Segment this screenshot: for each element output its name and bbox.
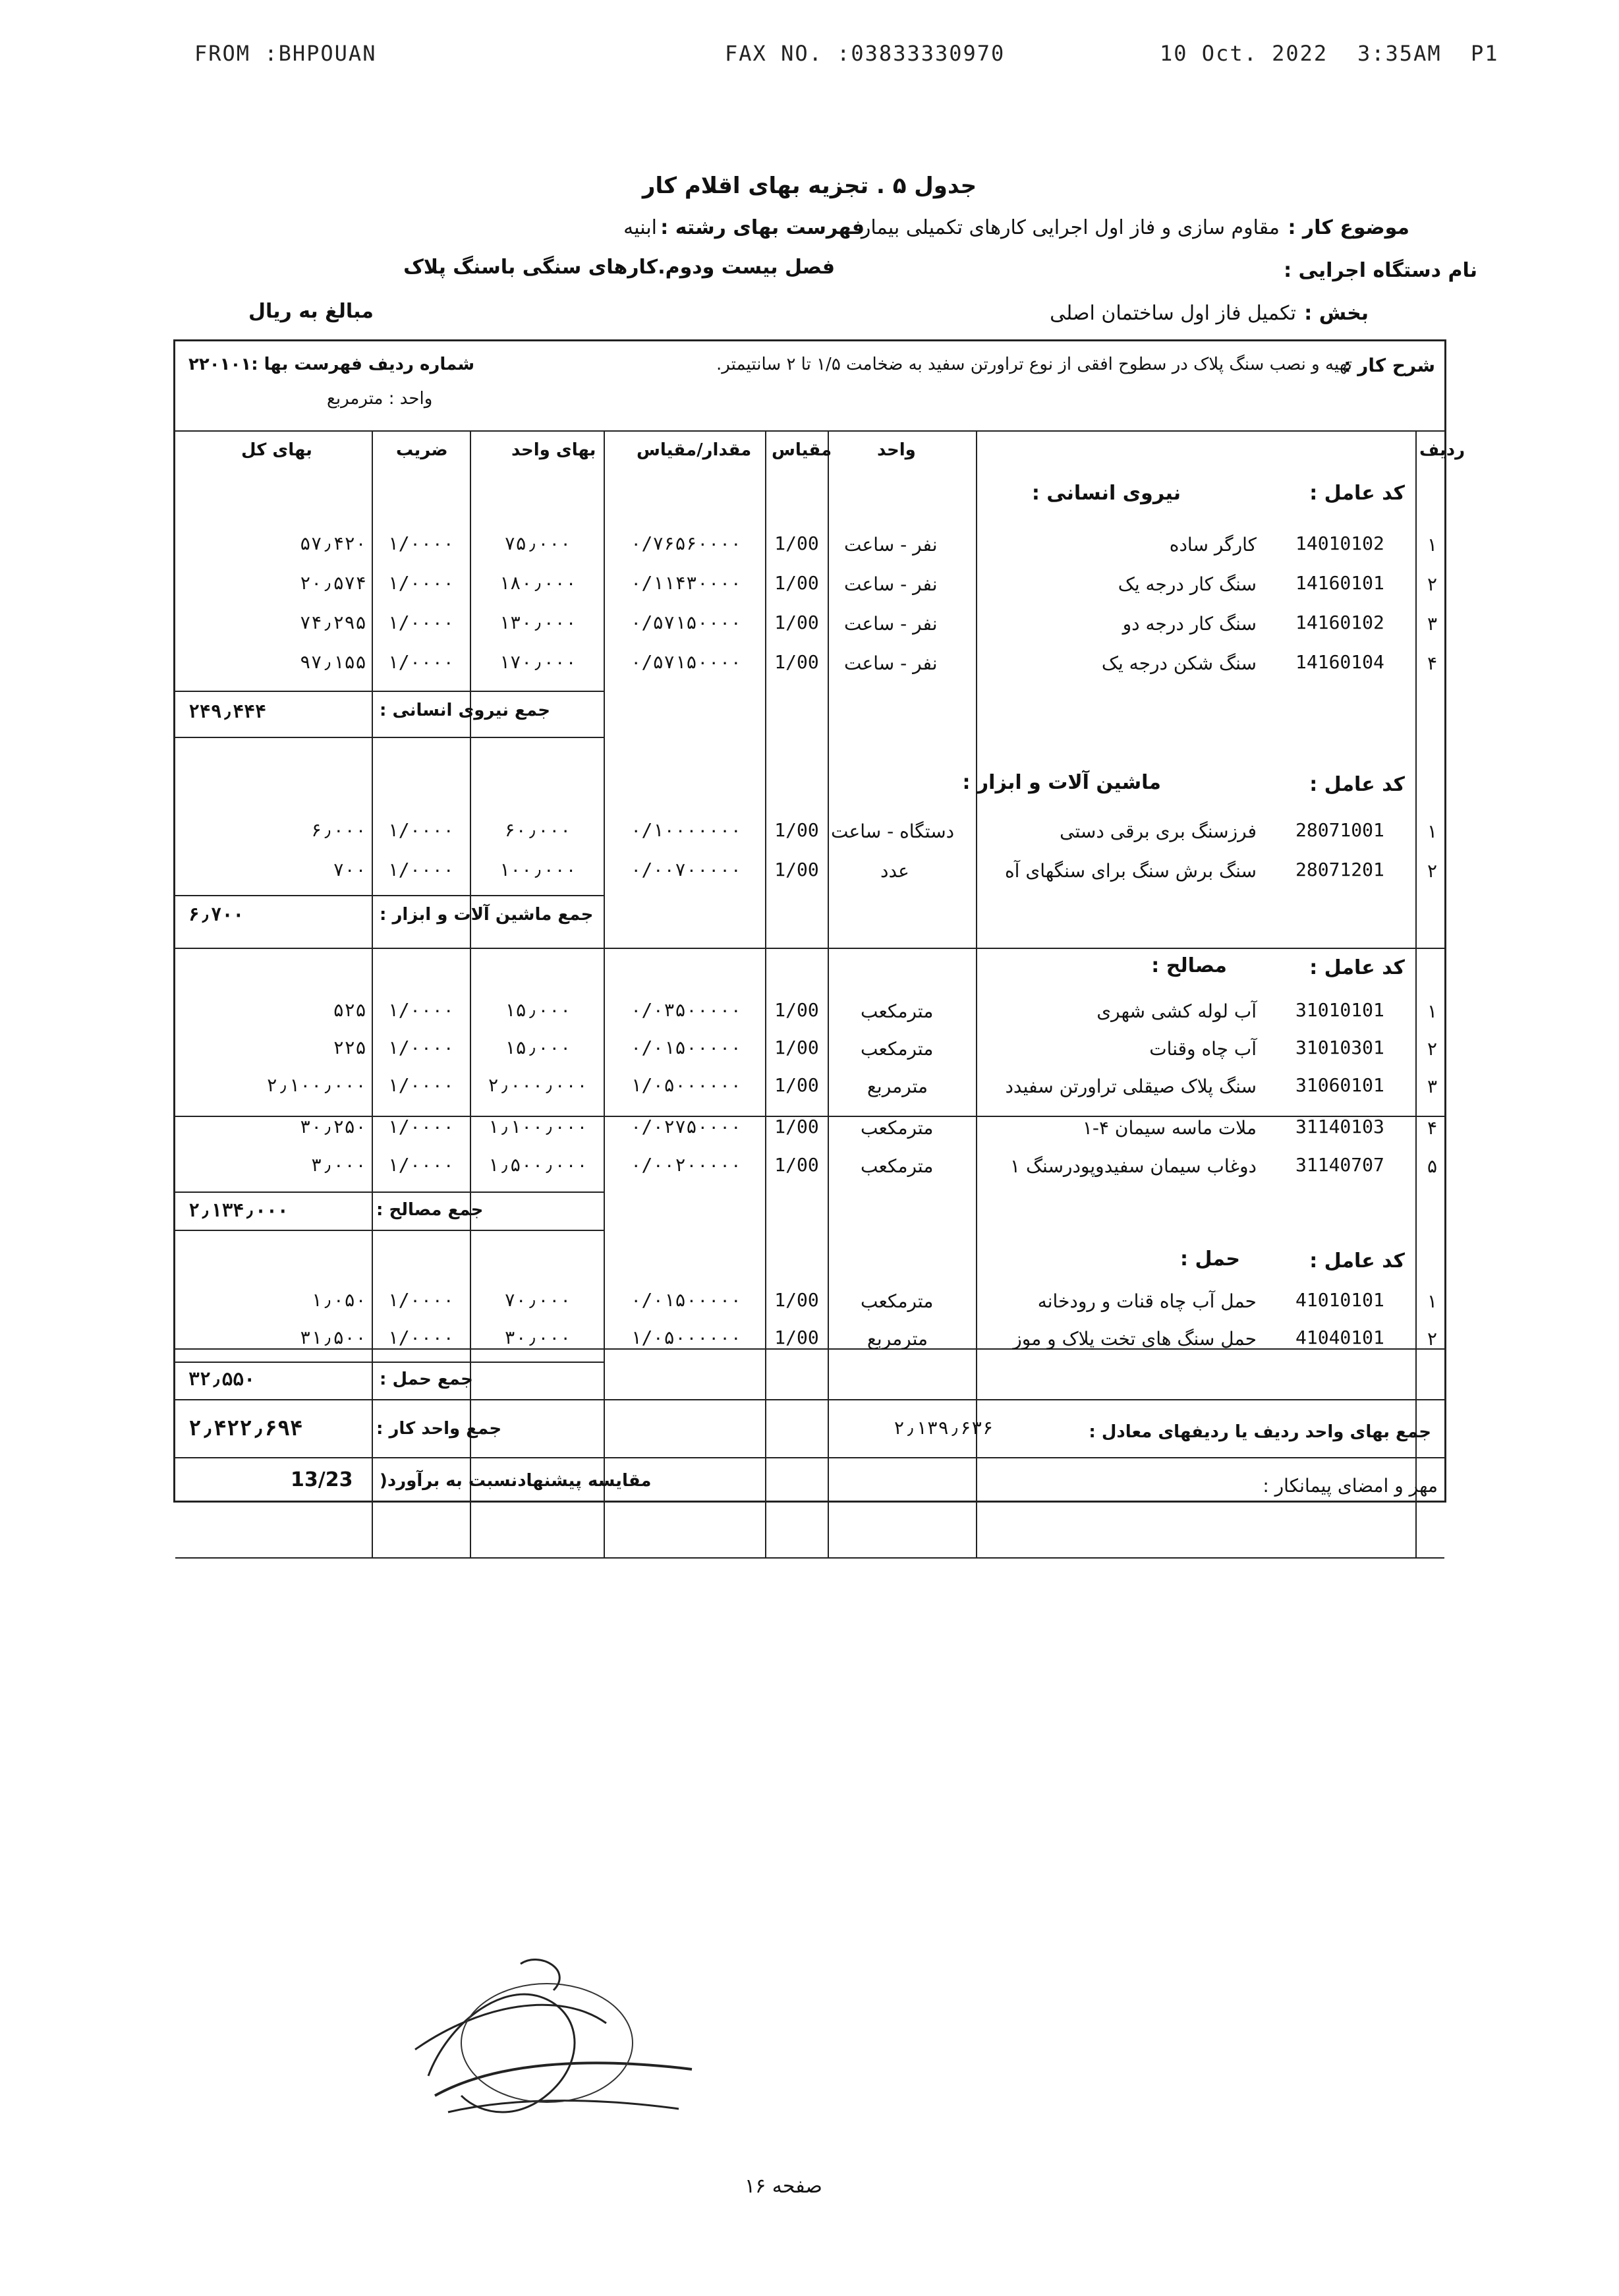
row-scale: 1/00 [774, 612, 819, 633]
unit-total-label: جمع واحد کار : [376, 1419, 502, 1439]
row-total: ۲۰٫۵۷۴ [299, 572, 366, 594]
work-unit: واحد : مترمربع [327, 389, 433, 409]
row-qty: ۱/۰۵۰۰۰۰۰۰ [630, 1074, 742, 1096]
row-index: ۴ [1427, 1117, 1438, 1139]
row-unit: مترمربع [867, 1328, 928, 1350]
row-unit: مترمکعب [861, 1155, 934, 1177]
row-unit: نفر - ساعت [844, 652, 938, 674]
row-code: 28071201 [1295, 859, 1384, 880]
row-desc: سنگ برش سنگ برای سنگهای آه [1005, 860, 1257, 882]
row-scale: 1/00 [774, 819, 819, 841]
row-desc: دوغاب سیمان سفیدوپودرسنگ ۱ [1010, 1155, 1257, 1177]
section-value: تکمیل فاز اول ساختمان اصلی [1050, 302, 1296, 325]
materials-total-label: جمع مصالح : [376, 1200, 484, 1220]
pricelist-value: ابنیه [623, 216, 657, 239]
transport-total-label: جمع حمل : [380, 1369, 473, 1389]
row-price: ۱۰۰٫۰۰۰ [498, 859, 577, 880]
seal-label: مهر و امضای پیمانکار : [1263, 1475, 1438, 1497]
work-desc-label: شرح کار : [1344, 355, 1435, 376]
row-unit: مترمکعب [861, 1000, 934, 1022]
row-scale: 1/00 [774, 1154, 819, 1176]
row-price: ۱۵٫۰۰۰ [504, 999, 571, 1021]
row-unit: نفر - ساعت [844, 534, 938, 556]
col-unit: واحد [877, 440, 916, 460]
row-code: 31010301 [1295, 1037, 1384, 1058]
row-unit: مترمکعب [861, 1038, 934, 1060]
row-code: 14010102 [1295, 532, 1384, 554]
row-scale: 1/00 [774, 1327, 819, 1348]
row-scale: 1/00 [774, 1037, 819, 1058]
row-total: ۵۲۵ [333, 999, 366, 1021]
equiv-total-label: جمع بهای واحد ردیف یا ردیفهای معادل : [1089, 1422, 1431, 1442]
row-desc: حمل سنگ های تخت پلاک و موز [1013, 1328, 1257, 1350]
row-coef: ۱/۰۰۰۰ [387, 532, 455, 554]
row-scale: 1/00 [774, 572, 819, 594]
signature-stamp [389, 1944, 731, 2142]
section-title-transport: حمل : [1180, 1248, 1240, 1271]
row-coef: ۱/۰۰۰۰ [387, 999, 455, 1021]
row-total: ۹۷٫۱۵۵ [299, 651, 366, 673]
row-total: ۷۰۰ [333, 859, 366, 880]
row-scale: 1/00 [774, 651, 819, 673]
row-unit: مترمکعب [861, 1290, 934, 1312]
row-coef: ۱/۰۰۰۰ [387, 859, 455, 880]
row-desc: سنگ پلاک صیقلی تراورتن سفیدد [1005, 1076, 1257, 1097]
row-qty: ۰/۱۰۰۰۰۰۰۰ [630, 819, 742, 841]
row-coef: ۱/۰۰۰۰ [387, 1327, 455, 1348]
row-desc: سنگ کار درجه یک [1118, 573, 1257, 595]
row-coef: ۱/۰۰۰۰ [387, 572, 455, 594]
row-index: ۴ [1427, 652, 1438, 674]
section-title-materials: مصالح : [1151, 954, 1227, 977]
row-coef: ۱/۰۰۰۰ [387, 1116, 455, 1137]
row-coef: ۱/۰۰۰۰ [387, 612, 455, 633]
row-coef: ۱/۰۰۰۰ [387, 1289, 455, 1311]
work-row-ref: شماره ردیف فهرست بها :۲۲۰۱۰۱ [188, 355, 475, 374]
row-qty: ۰/۵۷۱۵۰۰۰۰ [630, 651, 742, 673]
row-total: ۶٫۰۰۰ [310, 819, 366, 841]
subject-value: مقاوم سازی و فاز اول اجرایی کارهای تکمیلی بیمار [861, 216, 1280, 239]
fax-time: 3:35AM [1357, 41, 1442, 66]
materials-total: ۲٫۱۳۴٫۰۰۰ [188, 1199, 289, 1221]
fax-from: FROM :BHPOUAN [194, 41, 377, 66]
fax-page: P1 [1471, 41, 1499, 66]
row-code: 28071001 [1295, 819, 1384, 841]
pricelist-label: فهرست بهای رشته : [660, 216, 865, 239]
row-code: 31140103 [1295, 1116, 1384, 1137]
section-title-machinery: ماشین آلات و ابزار : [962, 771, 1161, 794]
row-index: ۲ [1427, 1328, 1438, 1350]
fax-number: FAX NO. :03833330970 [725, 41, 1006, 66]
code-label: کد عامل : [1309, 773, 1405, 796]
row-price: ۱٫۱۰۰٫۰۰۰ [488, 1116, 588, 1137]
row-scale: 1/00 [774, 532, 819, 554]
row-total: ۷۴٫۲۹۵ [299, 612, 366, 633]
row-scale: 1/00 [774, 1289, 819, 1311]
code-label: کد عامل : [1309, 482, 1405, 505]
row-scale: 1/00 [774, 1116, 819, 1137]
col-scale: مقیاس [772, 440, 832, 460]
row-desc: حمل آب چاه قنات و رودخانه [1037, 1290, 1257, 1312]
currency-note: مبالغ به ریال [248, 300, 374, 323]
row-qty: ۰/۰۱۵۰۰۰۰۰ [630, 1289, 742, 1311]
row-unit: مترمربع [867, 1076, 928, 1097]
row-code: 41010101 [1295, 1289, 1384, 1311]
row-qty: ۰/۱۱۴۳۰۰۰۰ [630, 572, 742, 594]
row-desc: ملات ماسه سیمان ۴-۱ [1082, 1117, 1257, 1139]
row-total: ۳۱٫۵۰۰ [299, 1327, 366, 1348]
col-coef: ضریب [396, 440, 448, 460]
row-scale: 1/00 [774, 1074, 819, 1096]
row-desc: آب لوله کشی شهری [1096, 1000, 1257, 1022]
row-index: ۱ [1427, 820, 1438, 842]
row-index: ۵ [1427, 1155, 1438, 1177]
row-coef: ۱/۰۰۰۰ [387, 819, 455, 841]
machinery-total: ۶٫۷۰۰ [188, 904, 244, 925]
row-unit: نفر - ساعت [844, 573, 938, 595]
row-index: ۲ [1427, 573, 1438, 595]
row-code: 31060101 [1295, 1074, 1384, 1096]
row-qty: ۰/۰۲۷۵۰۰۰۰ [630, 1116, 742, 1137]
compare-label: مقایسه پیشنهادنسبت به برآورد( [380, 1471, 652, 1491]
unit-total: ۲٫۴۲۲٫۶۹۴ [188, 1416, 303, 1441]
row-price: ۱۸۰٫۰۰۰ [498, 572, 577, 594]
chapter: فصل بیست ودوم.کارهای سنگی باسنگ پلاک [403, 256, 835, 279]
row-total: ۳۰٫۲۵۰ [299, 1116, 366, 1137]
machinery-total-label: جمع ماشین آلات و ابزار : [380, 905, 594, 925]
row-coef: ۱/۰۰۰۰ [387, 1074, 455, 1096]
row-scale: 1/00 [774, 859, 819, 880]
org-label: نام دستگاه اجرایی : [1284, 259, 1477, 282]
row-qty: ۱/۰۵۰۰۰۰۰۰ [630, 1327, 742, 1348]
col-qty: مقدار/مقیاس [637, 440, 752, 460]
row-price: ۱۳۰٫۰۰۰ [498, 612, 577, 633]
col-row: ردیف [1419, 440, 1465, 460]
col-price: بهای واحد [511, 440, 596, 460]
row-code: 31140707 [1295, 1154, 1384, 1176]
row-unit: مترمکعب [861, 1117, 934, 1139]
row-unit: عدد [880, 860, 909, 882]
row-price: ۶۰٫۰۰۰ [504, 819, 571, 841]
row-total: ۱٫۰۵۰ [310, 1289, 366, 1311]
compare-value: 13/23 [291, 1468, 353, 1491]
row-desc: سنگ شکن درجه یک [1101, 652, 1257, 674]
row-code: 41040101 [1295, 1327, 1384, 1348]
row-price: ۲٫۰۰۰٫۰۰۰ [488, 1074, 588, 1096]
row-index: ۳ [1427, 1076, 1438, 1097]
row-desc: سنگ کار درجه دو [1122, 613, 1257, 635]
row-qty: ۰/۰۳۵۰۰۰۰۰ [630, 999, 742, 1021]
transport-total: ۳۲٫۵۵۰ [188, 1368, 256, 1390]
row-price: ۷۵٫۰۰۰ [504, 532, 571, 554]
row-code: 31010101 [1295, 999, 1384, 1021]
labor-total-label: جمع نیروی انسانی : [380, 701, 550, 720]
row-total: ۵۷٫۴۲۰ [299, 532, 366, 554]
equiv-total: ۲٫۱۳۹٫۶۳۶ [894, 1417, 994, 1439]
row-index: ۳ [1427, 613, 1438, 635]
cost-table [173, 339, 1465, 1503]
row-index: ۱ [1427, 534, 1438, 556]
row-total: ۳٫۰۰۰ [310, 1154, 366, 1176]
row-price: ۳۰٫۰۰۰ [504, 1327, 571, 1348]
row-price: ۷۰٫۰۰۰ [504, 1289, 571, 1311]
row-coef: ۱/۰۰۰۰ [387, 1037, 455, 1058]
row-code: 14160101 [1295, 572, 1384, 594]
subject-label: موضوع کار : [1288, 216, 1409, 239]
section-title-labor: نیروی انسانی : [1031, 482, 1181, 505]
row-total: ۲٫۱۰۰٫۰۰۰ [266, 1074, 366, 1096]
row-desc: کارگر ساده [1169, 534, 1257, 556]
row-index: ۲ [1427, 1038, 1438, 1060]
section-label: بخش : [1304, 302, 1369, 325]
row-unit: دستگاه - ساعت [831, 820, 955, 842]
row-scale: 1/00 [774, 999, 819, 1021]
row-coef: ۱/۰۰۰۰ [387, 651, 455, 673]
code-label: کد عامل : [1309, 956, 1405, 979]
row-index: ۲ [1427, 860, 1438, 882]
page-number: صفحه ۱۶ [745, 2175, 822, 2198]
row-price: ۱۵٫۰۰۰ [504, 1037, 571, 1058]
fax-date: 10 Oct. 2022 [1160, 41, 1328, 66]
row-index: ۱ [1427, 1000, 1438, 1022]
labor-total: ۲۴۹٫۴۴۴ [188, 701, 267, 722]
row-qty: ۰/۷۶۵۶۰۰۰۰ [630, 532, 742, 554]
row-code: 14160104 [1295, 651, 1384, 673]
row-qty: ۰/۰۰۲۰۰۰۰۰ [630, 1154, 742, 1176]
row-desc: آب چاه وقنات [1149, 1038, 1257, 1060]
row-index: ۱ [1427, 1290, 1438, 1312]
row-qty: ۰/۰۱۵۰۰۰۰۰ [630, 1037, 742, 1058]
row-price: ۱۷۰٫۰۰۰ [498, 651, 577, 673]
code-label: کد عامل : [1309, 1249, 1405, 1273]
row-unit: نفر - ساعت [844, 613, 938, 635]
page-title: جدول ۵ . تجزیه بهای اقلام کار [642, 173, 977, 199]
row-qty: ۰/۵۷۱۵۰۰۰۰ [630, 612, 742, 633]
row-total: ۲۲۵ [333, 1037, 366, 1058]
row-coef: ۱/۰۰۰۰ [387, 1154, 455, 1176]
row-price: ۱٫۵۰۰٫۰۰۰ [488, 1154, 588, 1176]
row-desc: فرزسنگ بری برقی دستی [1060, 820, 1257, 842]
work-desc: تهیه و نصب سنگ پلاک در سطوح افقی از نوع تراورتن سفید به ضخامت ۱/۵ تا ۲ سانتیمتر. [716, 355, 1352, 374]
row-qty: ۰/۰۰۷۰۰۰۰۰ [630, 859, 742, 880]
col-total: بهای کل [241, 440, 312, 460]
row-code: 14160102 [1295, 612, 1384, 633]
